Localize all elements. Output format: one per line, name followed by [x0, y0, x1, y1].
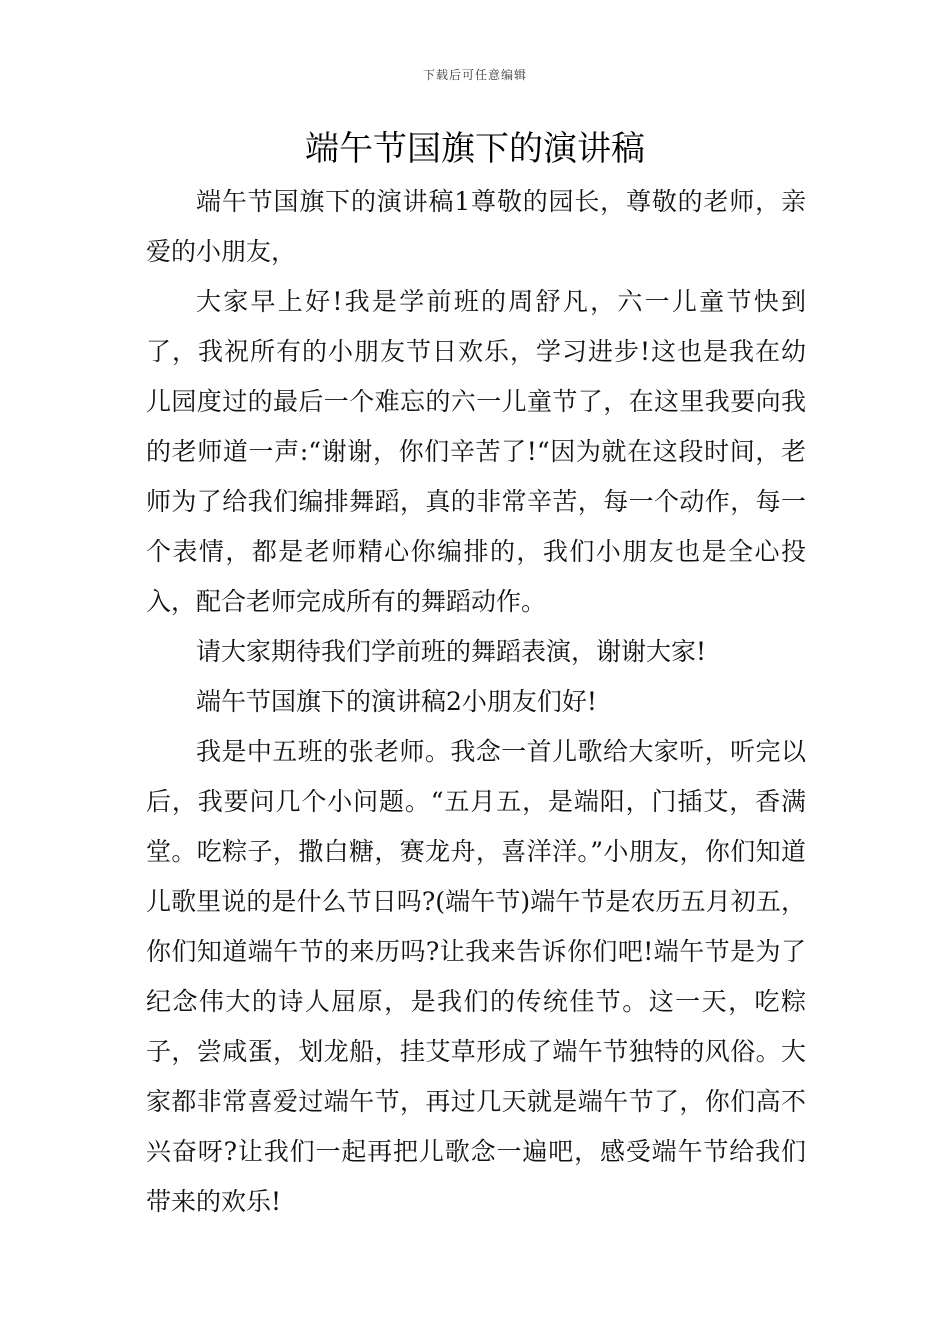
document-body	[146, 177, 806, 1227]
header-note: 下载后可任意编辑	[422, 68, 527, 82]
paragraph: 我是中五班的张老师。我念一首儿歌给大家听，听完以后，我要问几个小问题。“五月五，是端阳，门插艾，香满堂。吃粽子，撒白糖，赛龙舟，喜洋洋。”小朋友，你们知道儿歌里说的是什么节日吗?(端午节)端午节是农历五月初五，你们知道端午节的来历吗?让我来告诉你们吧!端午节是为了纪念伟大的诗人屈原，是我们的传统佳节。这一天，吃粽子，尝咸蛋，划龙船，挂艾草形成了端午节独特的风俗。大家都非常喜爱过端午节，再过几天就是端午节了，你们高不兴奋呀?让我们一起再把儿歌念一遍吧，感受端午节给我们带来的欢乐!	[146, 737, 806, 1216]
paragraph: 大家早上好!我是学前班的周舒凡，六一儿童节快到了，我祝所有的小朋友节日欢乐，学习进步!这也是我在幼儿园度过的最后一个难忘的六一儿童节了，在这里我要向我的老师道一声:“谢谢，你们辛苦了!“因为就在这段时间，老师为了给我们编排舞蹈，真的非常辛苦，每一个动作，每一个表情，都是老师精心你编排的，我们小朋友也是全心投入，配合老师完成所有的舞蹈动作。	[146, 287, 806, 616]
paragraph: 端午节国旗下的演讲稿1尊敬的园长，尊敬的老师，亲爱的小朋友，	[146, 187, 806, 266]
page-title: 端午节国旗下的演讲稿	[305, 129, 645, 169]
paragraph: 请大家期待我们学前班的舞蹈表演，谢谢大家!	[196, 637, 707, 666]
paragraph: 端午节国旗下的演讲稿2小朋友们好!	[196, 687, 597, 716]
